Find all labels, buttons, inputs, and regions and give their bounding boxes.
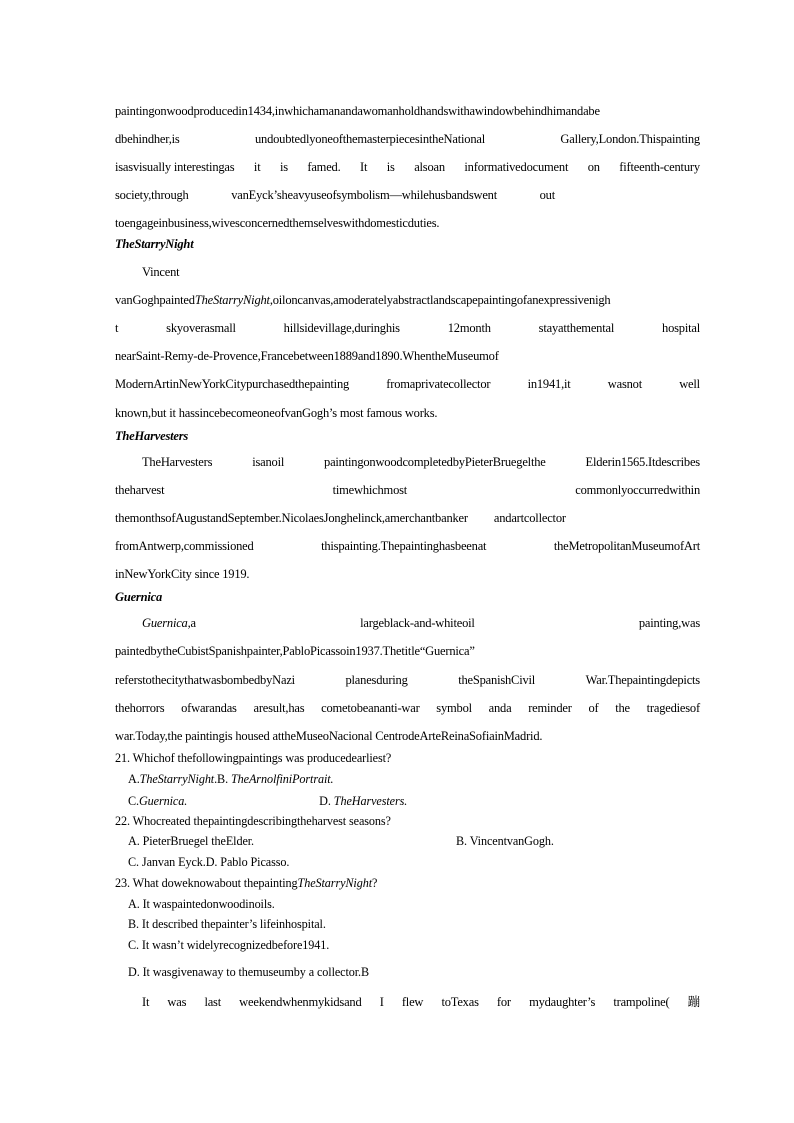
text-run: theMetropolitanMuseumofArt — [553, 539, 700, 553]
text-run: commonlyoccurredwithin — [575, 483, 700, 497]
text-run: was — [167, 995, 187, 1009]
arnolfini-line-2 — [115, 131, 700, 147]
painting-title: TheStarryNight — [194, 293, 270, 307]
question-23-option-b: B. It described thepainter’s lifeinhospital. — [128, 917, 326, 931]
text-run: tragediesof — [646, 701, 700, 715]
guernica-line-3 — [115, 672, 700, 688]
text-run: skyoverasmall — [166, 321, 236, 335]
option-text: TheHarvesters. — [333, 794, 408, 808]
text-run: cometobeananti-war — [321, 701, 420, 715]
text-run: painting,was — [638, 616, 700, 630]
text-run: undoubtedlyoneofthemasterpiecesintheNational — [254, 132, 485, 146]
text-run: last — [204, 995, 221, 1009]
starry-line-1: Vincent — [142, 265, 180, 279]
question-22-options-ab — [128, 833, 713, 849]
text-run: mydaughter’s — [529, 995, 596, 1009]
next-passage-line-1 — [142, 994, 700, 1010]
text-run: timewhichmost — [332, 483, 408, 497]
option-text: TheStarryNight — [139, 772, 215, 786]
text-run: of — [588, 701, 599, 715]
question-22-options-cd: C. Janvan Eyck.D. Pablo Picasso. — [128, 855, 290, 869]
text-run: themonthsofAugustandSeptember.NicolaesJonghelinck,amerchantbanker — [115, 511, 468, 525]
text-run: it — [253, 160, 261, 174]
text-run: is — [279, 160, 288, 174]
text-run: is — [386, 160, 395, 174]
option-text: A. PieterBruegel theElder. — [128, 834, 255, 848]
text-run: TheHarvesters — [142, 455, 213, 469]
text-run: wasnot — [607, 377, 642, 391]
text-run: trampoline( — [613, 995, 670, 1009]
text-run: alsoan — [414, 160, 445, 174]
text-run: isasvisually interestingas — [115, 160, 235, 174]
arnolfini-line-5: toengageinbusiness,wivesconcernedthemselveswithdomesticduties. — [115, 216, 440, 230]
harvest-line-5: inNewYorkCity since 1919. — [115, 567, 250, 581]
section-heading-guernica: Guernica — [115, 590, 163, 604]
text-run: theSpanishCivil — [458, 673, 536, 687]
question-23 — [115, 875, 700, 891]
text-run: andartcollector — [493, 511, 566, 525]
text-run: the — [615, 701, 630, 715]
arnolfini-line-4 — [115, 187, 555, 203]
text-run: t — [115, 321, 119, 335]
text-run: Elderin1565.Itdescribes — [585, 455, 700, 469]
text-run: flew — [401, 995, 424, 1009]
option-label: A. — [128, 772, 140, 786]
text-run: stayatthemental — [538, 321, 615, 335]
text-run: in1941,it — [527, 377, 571, 391]
text-run: paintingonwoodcompletedbyPieterBruegelthe — [324, 455, 546, 469]
text-run: I — [379, 995, 384, 1009]
text-run: ModernArtinNewYorkCitypurchasedthepainting — [115, 377, 350, 391]
guernica-line-2: paintedbytheCubistSpanishpainter,PabloPicassoin1937.Thetitle“Guernica” — [115, 644, 475, 658]
arnolfini-line-1: paintingonwoodproducedin1434,inwhichamanandawomanholdhandswithawindowbehindhimandabe — [115, 104, 600, 118]
text-run: Gallery,London.Thispainting — [560, 132, 700, 146]
text-run: anda — [488, 701, 512, 715]
arnolfini-line-3 — [115, 159, 700, 175]
text-run: toTexas — [441, 995, 479, 1009]
option-label: C. — [128, 794, 139, 808]
question-23-option-d: D. It wasgivenaway to themuseumby a collector.B — [128, 965, 370, 979]
text-run: 蹦 — [687, 995, 700, 1009]
harvest-line-3 — [115, 510, 700, 526]
text-run: well — [679, 377, 700, 391]
section-heading-harvesters: TheHarvesters — [115, 429, 189, 443]
text-run: theharvest — [115, 483, 165, 497]
question-23-option-c: C. It wasn’t widelyrecognizedbefore1941. — [128, 938, 330, 952]
painting-title: Guernica, — [142, 616, 191, 630]
text-run: dbehindher,is — [115, 132, 180, 146]
text-run: 12month — [447, 321, 491, 335]
text-run: thispainting.Thepaintinghasbeenat — [321, 539, 487, 553]
text-run: War.Thepaintingdepicts — [585, 673, 700, 687]
starry-line-6: known,but it hassincebecomeoneofvanGogh’s most famous works. — [115, 406, 438, 420]
text-run: ofwarandas — [181, 701, 237, 715]
question-21: 21. Whichof thefollowingpaintings was producedearliest? — [115, 751, 392, 765]
option-label: D. — [319, 794, 334, 808]
starry-line-5 — [115, 376, 700, 392]
text-run: hospital — [662, 321, 700, 335]
text-run: informativedocument — [464, 160, 569, 174]
option-text: B. VincentvanGogh. — [456, 834, 554, 848]
option-text: TheArnolfiniPortrait. — [230, 772, 334, 786]
text-run: fromaprivatecollector — [386, 377, 491, 391]
text-run: hillsidevillage,duringhis — [283, 321, 400, 335]
text-run: vanGoghpainted — [115, 293, 195, 307]
guernica-line-4 — [115, 700, 700, 716]
text-run: fromAntwerp,commissioned — [115, 539, 254, 553]
text-run: It — [142, 995, 150, 1009]
question-23-option-a: A. It waspaintedonwoodinoils. — [128, 897, 275, 911]
question-22: 22. Whocreated thepaintingdescribingtheharvest seasons? — [115, 814, 391, 828]
option-label: .B. — [214, 772, 231, 786]
starry-line-3 — [115, 320, 700, 336]
text-run — [142, 615, 196, 631]
text-run: 23. What doweknowabout thepainting — [115, 876, 298, 890]
text-run: out — [539, 188, 555, 202]
text-run: reminder — [528, 701, 572, 715]
text-run: isanoil — [252, 455, 285, 469]
starry-line-2 — [115, 292, 700, 308]
text-run: largeblack-and-whiteoil — [360, 616, 475, 630]
text-run: society,through — [115, 188, 189, 202]
text-run: famed. — [307, 160, 341, 174]
guernica-line-5: war.Today,the paintingis housed attheMuseoNacional CentrodeArteReinaSofiainMadrid. — [115, 729, 543, 743]
text-run: symbol — [436, 701, 472, 715]
text-run: for — [496, 995, 511, 1009]
text-run: thehorrors — [115, 701, 165, 715]
text-run: planesduring — [345, 673, 408, 687]
starry-line-4: nearSaint-Remy-de-Provence,Francebetween1889and1890.WhentheMuseumof — [115, 349, 499, 363]
harvest-line-2 — [115, 482, 700, 498]
guernica-line-1 — [142, 615, 700, 631]
text-run: vanEyck’sheavyuseofsymbolism—whilehusbandswent — [231, 188, 497, 202]
question-21-options-cd — [128, 793, 713, 809]
text-run: referstothecitythatwasbombedbyNazi — [115, 673, 295, 687]
text-run: a — [190, 616, 196, 630]
text-run: aresult,has — [253, 701, 305, 715]
harvest-line-4 — [115, 538, 700, 554]
text-run: It — [360, 160, 368, 174]
text-run: fifteenth-century — [619, 160, 700, 174]
text-run: weekendwhenmykidsand — [239, 995, 362, 1009]
section-heading-starry-night: TheStarryNight — [115, 237, 194, 251]
text-run: on — [587, 160, 600, 174]
painting-title: TheStarryNight — [297, 876, 372, 890]
harvest-line-1 — [142, 454, 700, 470]
question-21-options-ab — [128, 771, 713, 787]
text-run: ,oiloncanvas,amoderatelyabstractlandscapepaintingofanexpressivenigh — [269, 293, 611, 307]
text-run: ? — [372, 876, 378, 890]
option-text: Guernica. — [138, 794, 188, 808]
